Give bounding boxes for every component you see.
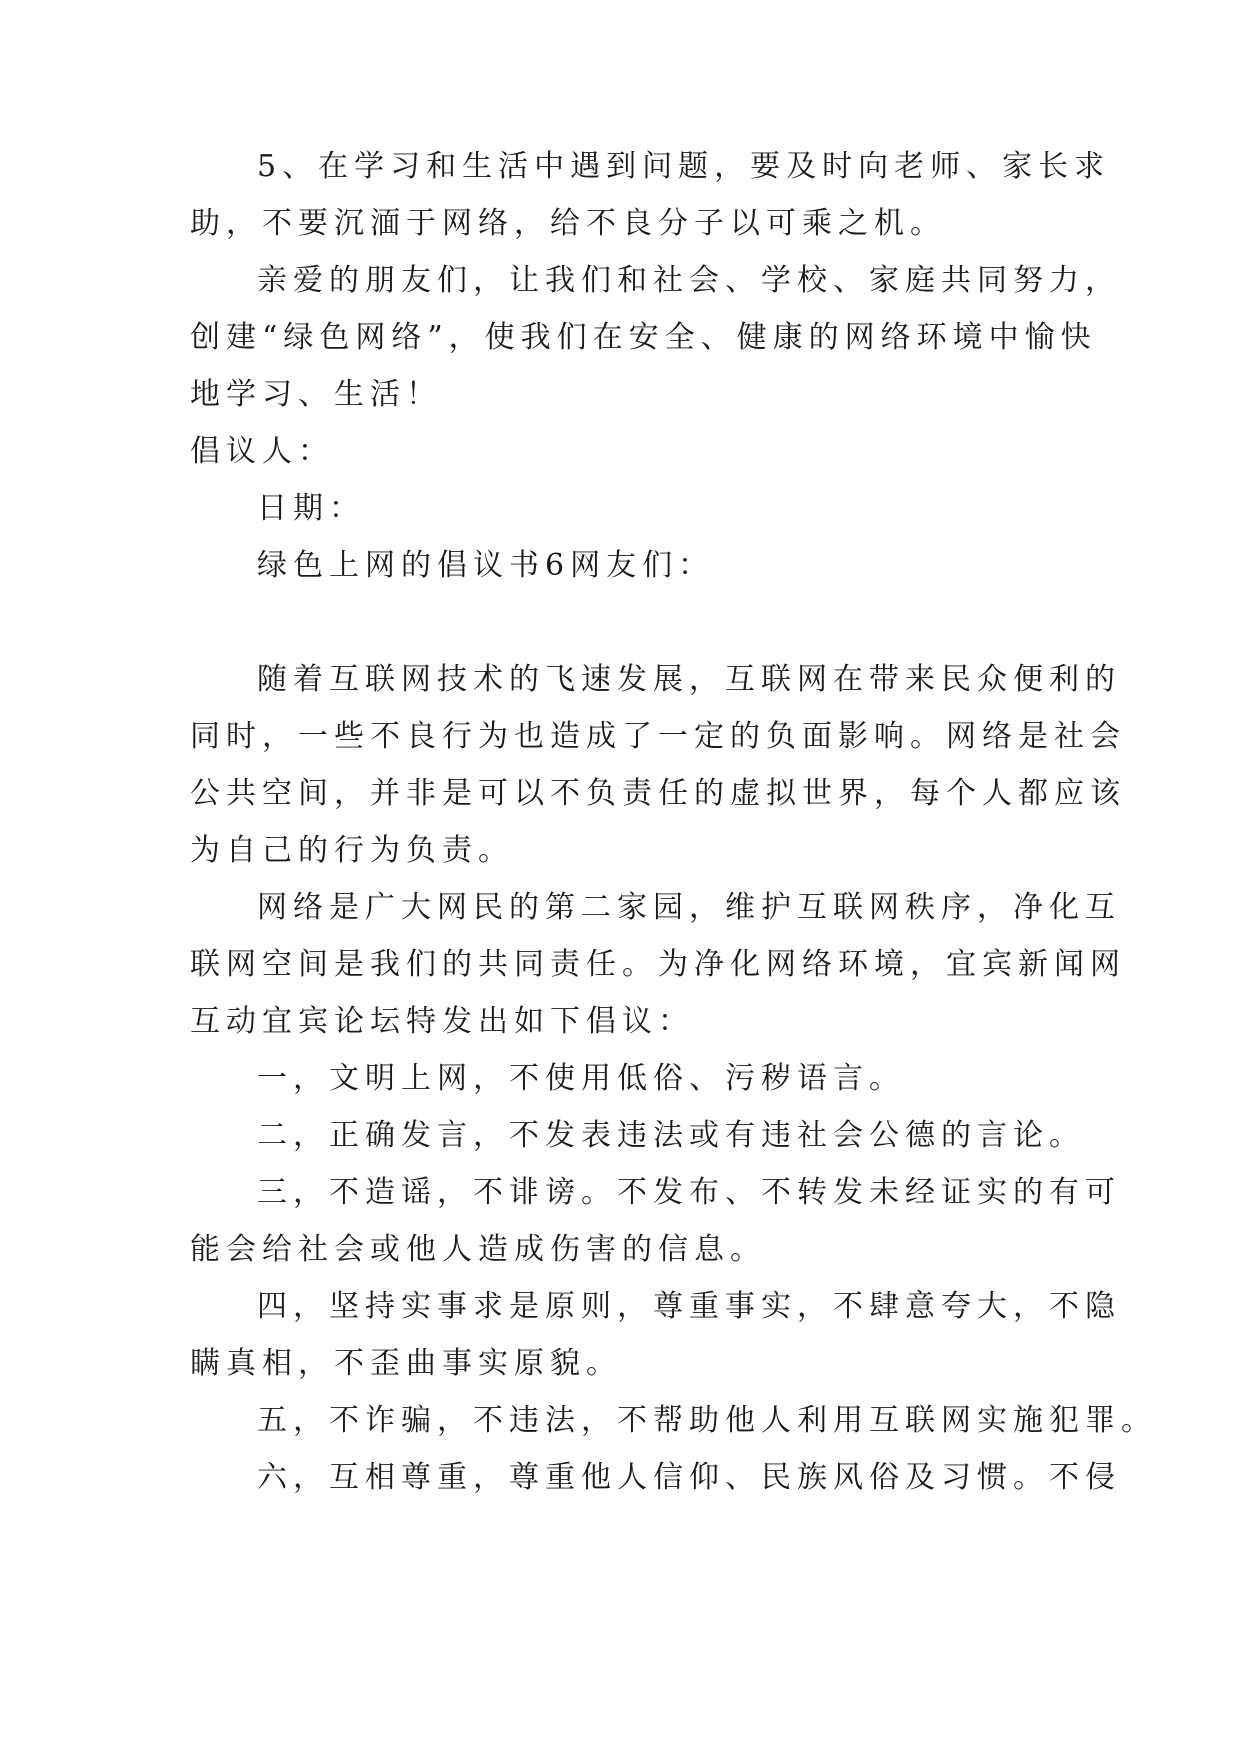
body-line: 为自己的行为负责。 bbox=[190, 833, 514, 868]
proposal-item: 一，文明上网，不使用低俗、污秽语言。 bbox=[257, 1061, 905, 1096]
body-line: 公共空间，并非是可以不负责任的虚拟世界，每个人都应该 bbox=[190, 776, 1126, 811]
body-line: 随着互联网技术的飞速发展，互联网在带来民众便利的 bbox=[257, 662, 1121, 697]
proposal-item: 三，不造谣，不诽谤。不发布、不转发未经证实的有可 bbox=[257, 1175, 1121, 1210]
body-line: 瞒真相，不歪曲事实原貌。 bbox=[190, 1346, 622, 1381]
date-label: 日期： bbox=[257, 491, 365, 526]
body-line: 网络是广大网民的第二家园，维护互联网秩序，净化互 bbox=[257, 890, 1121, 925]
body-line: 同时，一些不良行为也造成了一定的负面影响。网络是社会 bbox=[190, 719, 1126, 754]
body-line: 5、在学习和生活中遇到问题，要及时向老师、家长求 bbox=[257, 149, 1111, 184]
body-line: 助，不要沉湎于网络，给不良分子以可乘之机。 bbox=[190, 206, 946, 241]
body-line: 能会给社会或他人造成伤害的信息。 bbox=[190, 1232, 766, 1267]
blank-line bbox=[190, 594, 1070, 651]
body-line: 地学习、生活！ bbox=[190, 377, 442, 412]
proposal-item: 六，互相尊重，尊重他人信仰、民族风俗及习惯。不侵 bbox=[257, 1460, 1121, 1495]
body-line: 联网空间是我们的共同责任。为净化网络环境，宜宾新闻网 bbox=[190, 947, 1126, 982]
body-line: 互动宜宾论坛特发出如下倡议： bbox=[190, 1004, 694, 1039]
body-line: 亲爱的朋友们，让我们和社会、学校、家庭共同努力， bbox=[257, 263, 1121, 298]
section-heading: 绿色上网的倡议书6网友们： bbox=[257, 548, 715, 583]
proposal-item: 五，不诈骗，不违法，不帮助他人利用互联网实施犯罪。 bbox=[257, 1403, 1157, 1438]
proposal-item: 四，坚持实事求是原则，尊重事实，不肆意夸大，不隐 bbox=[257, 1289, 1121, 1324]
document-body bbox=[190, 138, 1157, 1506]
proposal-item: 二，正确发言，不发表违法或有违社会公德的言论。 bbox=[257, 1118, 1085, 1153]
signatory-label: 倡议人： bbox=[190, 434, 334, 469]
body-line: 创建“绿色网络”，使我们在安全、健康的网络环境中愉快 bbox=[190, 320, 1097, 355]
